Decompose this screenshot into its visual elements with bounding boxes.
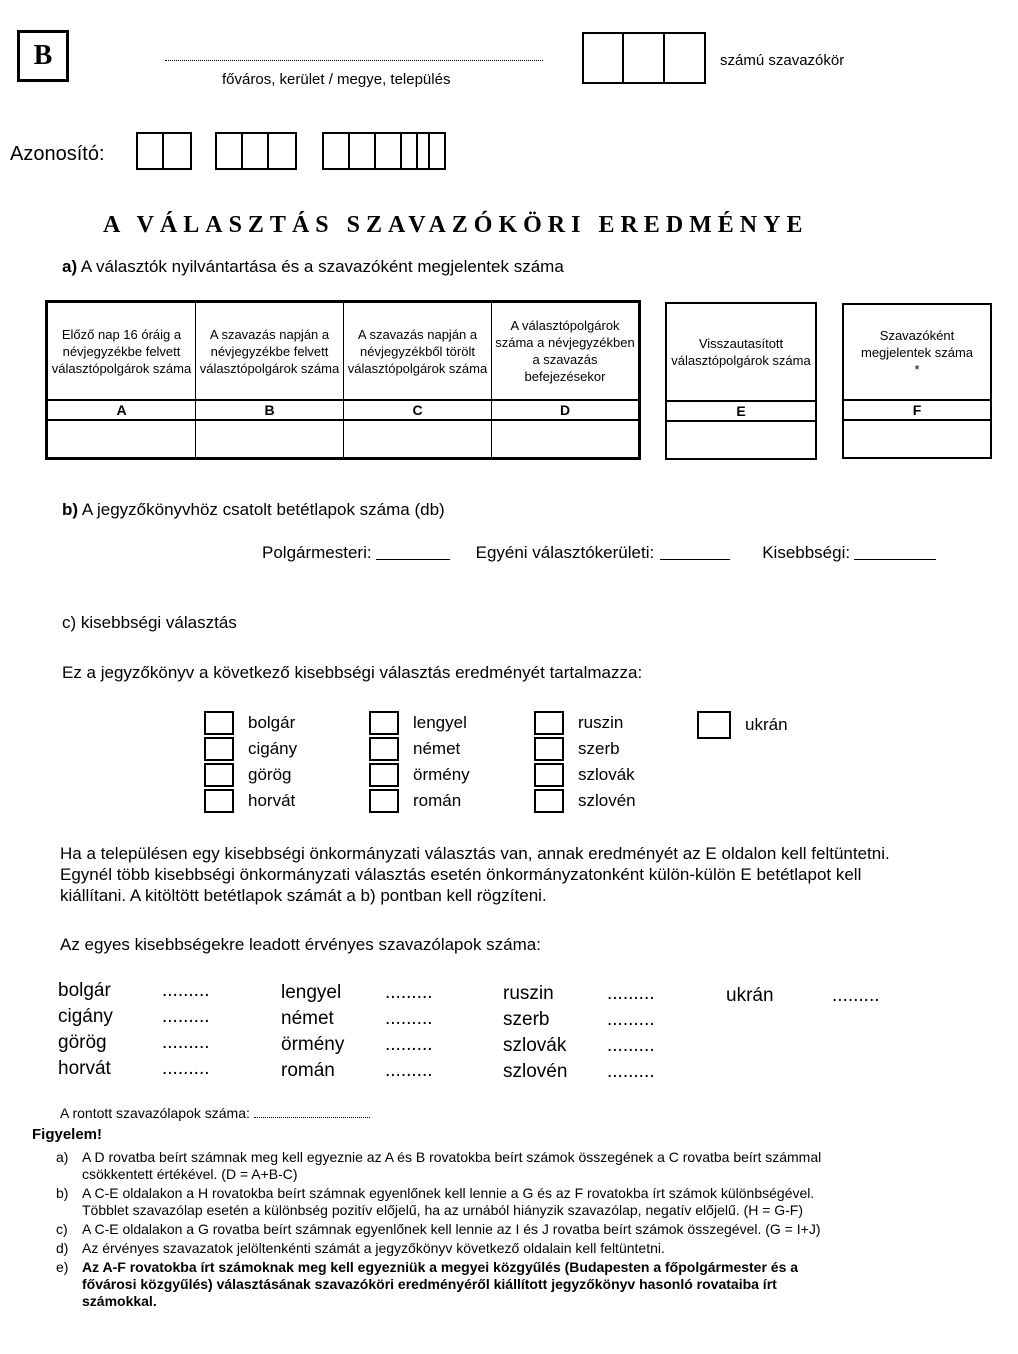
cigany-label: cigány [248, 739, 298, 758]
individual-sheets-label: Egyéni választókerületi: [475, 543, 655, 562]
minority-col-2 [369, 710, 470, 814]
district-digit-box[interactable] [584, 34, 624, 82]
bolgar-checkbox[interactable] [204, 711, 234, 735]
vote-ukran-label: ukrán [726, 985, 774, 1006]
nemet-label: német [413, 739, 461, 758]
col-f-value[interactable] [843, 420, 991, 458]
vote-lengyel-field[interactable]: ......... [385, 982, 433, 1003]
register-table [45, 300, 641, 460]
vote-szlovak-field[interactable]: ......... [607, 1035, 655, 1056]
info-line-1: Ha a településen egy kisebbségi önkormányzati választás van, annak eredményét az E oldalon kell feltüntetni. [60, 844, 890, 863]
district-digit-box[interactable] [665, 34, 704, 82]
col-e-letter: E [666, 401, 816, 421]
vote-ukran-field[interactable]: ......... [832, 985, 880, 1006]
vote-bolgar-field[interactable]: ......... [162, 980, 210, 1001]
minority-col-3 [534, 710, 636, 814]
vote-cigany-label: cigány [58, 1006, 113, 1027]
ukran-label: ukrán [745, 715, 788, 734]
vote-horvat-field[interactable]: ......... [162, 1058, 210, 1079]
roman-label: román [413, 791, 462, 810]
vote-ormeny-field[interactable]: ......... [385, 1034, 433, 1055]
bolgar-label: bolgár [248, 713, 296, 732]
page-title: A VÁLASZTÁS SZAVAZÓKÖRI EREDMÉNYE [103, 212, 809, 238]
szloven-checkbox[interactable] [534, 789, 564, 813]
col-f-letter: F [843, 400, 991, 420]
id-group-1[interactable] [136, 132, 192, 170]
id-label: Azonosító: [10, 143, 105, 165]
szerb-label: szerb [578, 739, 620, 758]
minority-col-1 [204, 710, 297, 814]
gorog-label: görög [248, 765, 292, 784]
section-a-heading: a) A választók nyilvántartása és a szavazóként megjelentek száma [62, 257, 564, 276]
sheet-count-row [262, 543, 936, 563]
vote-szerb-label: szerb [503, 1009, 550, 1030]
col-f-mark: * [914, 361, 920, 377]
col-b-value[interactable] [196, 420, 344, 459]
notes-heading: Figyelem! [32, 1126, 103, 1143]
district-digit-box[interactable] [624, 34, 664, 82]
rejected-table [665, 302, 817, 460]
col-a-letter: A [47, 400, 196, 420]
vote-gorog-field[interactable]: ......... [162, 1032, 210, 1053]
info-line-3: kiállítani. A kitöltött betétlapok számát a b) pontban kell rögzíteni. [60, 886, 547, 905]
section-c-heading: c) kisebbségi választás [62, 613, 237, 632]
spoiled-field[interactable] [254, 1117, 370, 1118]
minority-sheets-label: Kisebbségi: [762, 543, 851, 562]
vote-ruszin-label: ruszin [503, 983, 554, 1004]
minority-sheets-field[interactable] [854, 559, 936, 560]
vote-roman-field[interactable]: ......... [385, 1060, 433, 1081]
id-group-4[interactable] [416, 132, 446, 170]
section-c-intro: Ez a jegyzőkönyv a következő kisebbségi választás eredményét tartalmazza: [62, 663, 643, 682]
ormeny-checkbox[interactable] [369, 763, 399, 787]
col-b-label: A szavazás napján a névjegyzékbe felvett választópolgárok száma [196, 302, 344, 401]
location-line[interactable] [165, 60, 543, 61]
section-b-heading: b) A jegyzőkönyvhöz csatolt betétlapok száma (db) [62, 500, 445, 519]
district-caption: számú szavazókör [720, 52, 845, 69]
col-c-value[interactable] [344, 420, 492, 459]
szloven-label: szlovén [578, 791, 636, 810]
vote-col-1 [58, 978, 210, 1082]
col-a-label: Előző nap 16 óráig a névjegyzékbe felvett választópolgárok száma [47, 302, 196, 401]
col-f-label-cell [843, 304, 991, 400]
notes-list [56, 1149, 1001, 1310]
szlovak-label: szlovák [578, 765, 635, 784]
col-f-label: Szavazóként megjelentek száma [861, 327, 973, 360]
district-number-boxes[interactable] [582, 32, 706, 84]
ormeny-label: örmény [413, 765, 470, 784]
vote-bolgar-label: bolgár [58, 980, 111, 1001]
form-letter-box: B [17, 30, 69, 82]
ruszin-checkbox[interactable] [534, 711, 564, 735]
vote-szloven-field[interactable]: ......... [607, 1061, 655, 1082]
note-b: b) A C-E oldalakon a H rovatokba beírt számnak egyenlőnek kell lennie a G és az F rovatokba írt számok különbségével. Többlet szavazólap esetén a különbség pozitív előjelű, ha az urnából hiányzik szavazólap, negatív előjelű. (H = G-F) [56, 1185, 815, 1218]
info-line-2: Egynél több kisebbségi önkormányzati választás esetén önkormányzatonként külön-külön E betétlapot kell [60, 865, 862, 884]
vote-szerb-field[interactable]: ......... [607, 1009, 655, 1030]
votes-heading: Az egyes kisebbségekre leadott érvényes szavazólapok száma: [60, 935, 541, 954]
col-e-value[interactable] [666, 421, 816, 459]
id-group-3[interactable] [322, 132, 430, 170]
minority-col-4 [697, 712, 788, 738]
vote-lengyel-label: lengyel [281, 982, 342, 1003]
col-d-label: A választópolgárok száma a névjegyzékben a szavazás befejezésekor [492, 302, 640, 401]
col-e-label: Visszautasított választópolgárok száma [666, 303, 816, 401]
vote-gorog-label: görög [58, 1032, 107, 1053]
mayor-sheets-field[interactable] [376, 559, 450, 560]
note-d: d) Az érvényes szavazatok jelöltenkénti számát a jegyzőkönyv következő oldalain kell feltüntetni. [56, 1240, 665, 1256]
vote-szloven-label: szlovén [503, 1061, 568, 1082]
section-c-info [60, 843, 980, 906]
id-group-2[interactable] [215, 132, 297, 170]
col-c-letter: C [344, 400, 492, 420]
col-d-value[interactable] [492, 420, 640, 459]
vote-horvat-label: horvát [58, 1058, 111, 1079]
vote-szlovak-label: szlovák [503, 1035, 567, 1056]
spoiled-label: A rontott szavazólapok száma: [60, 1105, 250, 1121]
vote-col-3 [503, 981, 655, 1085]
vote-nemet-field[interactable]: ......... [385, 1008, 433, 1029]
location-caption: főváros, kerület / megye, település [222, 71, 451, 88]
note-c: c) A C-E oldalakon a G rovatba beírt számnak egyenlőnek kell lennie az I és J rovatba beírt számok összegével. (G = I+J) [56, 1221, 821, 1237]
vote-col-2 [281, 980, 433, 1084]
col-d-letter: D [492, 400, 640, 420]
appeared-table [842, 303, 992, 459]
lengyel-label: lengyel [413, 713, 467, 732]
horvat-checkbox[interactable] [204, 789, 234, 813]
col-c-label: A szavazás napján a névjegyzékből törölt választópolgárok száma [344, 302, 492, 401]
vote-roman-label: román [281, 1060, 335, 1081]
note-a: a) A D rovatba beírt számnak meg kell egyeznie az A és B rovatokba beírt számok összegének a C rovatba beírt számmal csökkentett értékével. (D = A+B-C) [56, 1149, 822, 1182]
vote-ruszin-field[interactable]: ......... [607, 983, 655, 1004]
szerb-checkbox[interactable] [534, 737, 564, 761]
cigany-checkbox[interactable] [204, 737, 234, 761]
col-a-value[interactable] [47, 420, 196, 459]
individual-sheets-field[interactable] [660, 559, 730, 560]
vote-cigany-field[interactable]: ......... [162, 1006, 210, 1027]
vote-ormeny-label: örmény [281, 1034, 345, 1055]
horvat-label: horvát [248, 791, 296, 810]
col-b-letter: B [196, 400, 344, 420]
ukran-checkbox[interactable] [697, 711, 731, 739]
spoiled-row [60, 1105, 370, 1121]
vote-nemet-label: német [281, 1008, 334, 1029]
mayor-sheets-label: Polgármesteri: [262, 543, 372, 562]
gorog-checkbox[interactable] [204, 763, 234, 787]
lengyel-checkbox[interactable] [369, 711, 399, 735]
szlovak-checkbox[interactable] [534, 763, 564, 787]
note-e: e) Az A-F rovatokba írt számoknak meg kell egyezniük a megyei közgyűlés (Budapesten a főpolgármester és a fővárosi közgyűlés) választásának szavazóköri eredményéről kiállított jegyzőkönyv hasonló rovataiba írt számokkal. [56, 1259, 799, 1309]
ruszin-label: ruszin [578, 713, 624, 732]
vote-col-4 [726, 983, 880, 1009]
roman-checkbox[interactable] [369, 789, 399, 813]
nemet-checkbox[interactable] [369, 737, 399, 761]
